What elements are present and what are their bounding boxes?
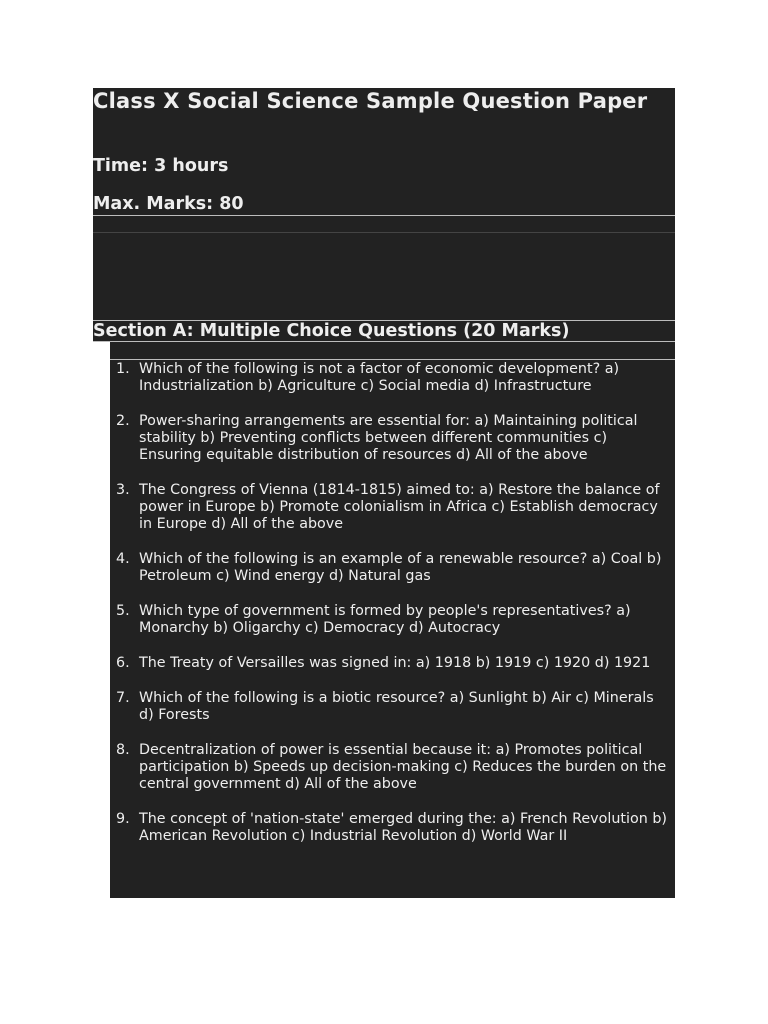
question-number: 5. <box>116 603 130 619</box>
question-text: The concept of 'nation-state' emerged during the: a) French Revolution b) American Revolution c) Industrial Revolution d) World War II <box>139 811 667 844</box>
question-text: Which of the following is an example of a renewable resource? a) Coal b) Petroleum c) Wind energy d) Natural gas <box>139 551 662 584</box>
paper-header <box>93 88 675 215</box>
question-number: 1. <box>116 361 130 377</box>
question-item <box>110 742 675 793</box>
question-number: 4. <box>116 551 130 567</box>
question-item <box>110 811 675 845</box>
question-item <box>110 655 675 672</box>
empty-dark-area <box>93 233 675 320</box>
question-number: 3. <box>116 482 130 498</box>
question-text: Which of the following is not a factor of economic development? a) Industrialization b) Agriculture c) Social media d) Infrastructure <box>139 361 620 394</box>
max-marks-info: Max. Marks: 80 <box>93 194 244 214</box>
list-top-band <box>110 342 675 359</box>
question-number: 7. <box>116 690 130 706</box>
question-text: Which of the following is a biotic resource? a) Sunlight b) Air c) Minerals d) Forests <box>139 690 654 723</box>
spacer-band <box>93 216 675 232</box>
question-item <box>110 361 675 395</box>
question-number: 8. <box>116 742 130 758</box>
question-item <box>110 482 675 533</box>
question-text: The Treaty of Versailles was signed in: a) 1918 b) 1919 c) 1920 d) 1921 <box>139 655 651 671</box>
section-a-title: Section A: Multiple Choice Questions (20 Marks) <box>93 321 675 341</box>
question-item <box>110 603 675 637</box>
question-number: 2. <box>116 413 130 429</box>
question-item <box>110 413 675 464</box>
question-number: 9. <box>116 811 130 827</box>
question-number: 6. <box>116 655 130 671</box>
question-text: The Congress of Vienna (1814-1815) aimed to: a) Restore the balance of power in Europe b) Promote colonialism in Africa c) Establish democracy in Europe d) All of the above <box>139 482 660 532</box>
question-item <box>110 551 675 585</box>
question-list <box>110 360 675 898</box>
question-text: Which type of government is formed by people's representatives? a) Monarchy b) Oligarchy c) Democracy d) Autocracy <box>139 603 631 636</box>
time-info: Time: 3 hours <box>93 156 229 176</box>
question-text: Power-sharing arrangements are essential for: a) Maintaining political stability b) Preventing conflicts between different communities c) Ensuring equitable distribution of resources d) All of the above <box>139 413 638 463</box>
paper-title: Class X Social Science Sample Question Paper <box>93 89 648 113</box>
question-item <box>110 690 675 724</box>
question-text: Decentralization of power is essential because it: a) Promotes political participation b) Speeds up decision-making c) Reduces the burden on the central government d) All of the above <box>139 742 667 792</box>
